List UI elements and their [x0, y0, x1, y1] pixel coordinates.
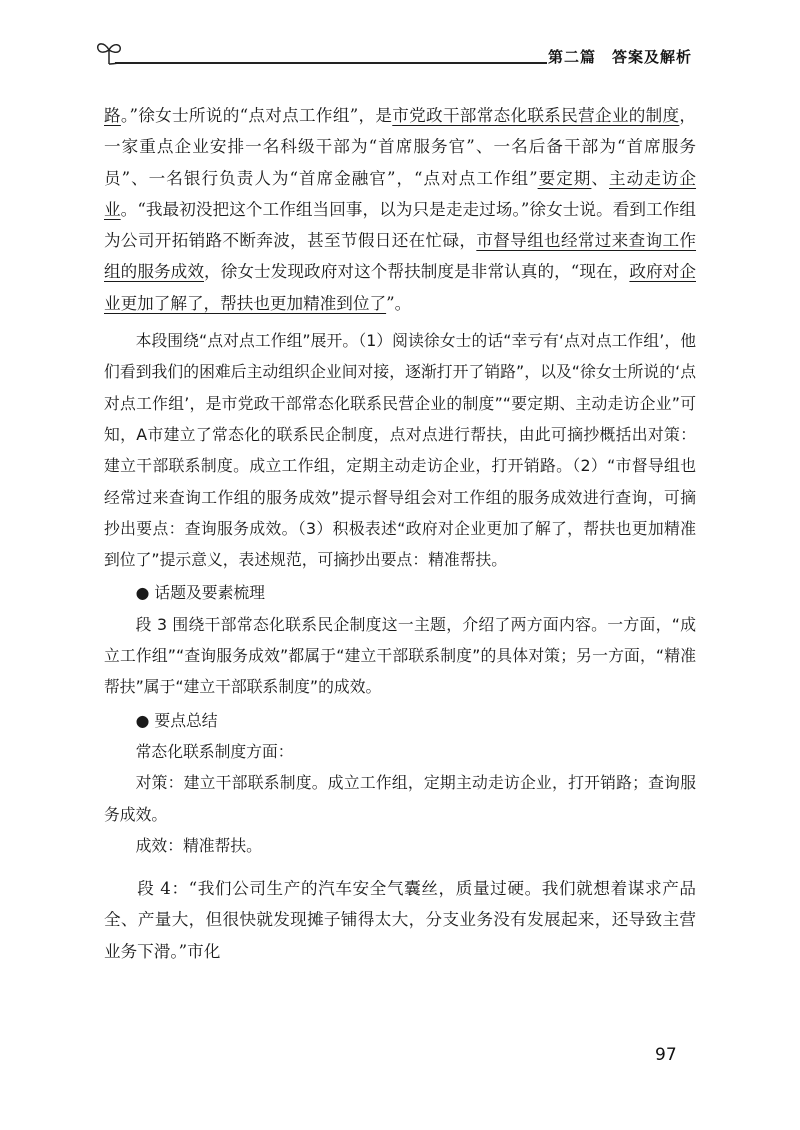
passage-text: 。”徐女士所说的“点对点工作组”，是	[120, 106, 393, 125]
topic-paragraph: 段 3 围绕干部常态化联系民企制度这一主题，介绍了两方面内容。一方面，“成立工作组”“查询服务成效”都属于“建立干部联系制度”的具体对策；另一方面，“精准帮扶”属于“建立干部联系制度”的成效。	[104, 614, 696, 697]
page-header	[95, 38, 700, 74]
page-body	[104, 100, 696, 967]
underlined-text: 主动走访企业	[104, 168, 697, 219]
analysis-paragraph: 本段围绕“点对点工作组”展开。（1）阅读徐女士的话“幸亏有‘点对点工作组’，他们看到我们的困难后主动组织企业间对接，逐渐打开了销路”，以及“徐女士所说的‘点对点工作组’，是市党政干部常态化联系民营企业的制度”“要定期、主动走访企业”可知，A市建立了常态化的联系民企制度，点对点进行帮扶，由此可摘抄概括出对策：建立干部联系制度。成立工作组，定期主动走访企业，打开销路。（2）“市督导组也经常过来查询工作组的服务成效”提示督导组会对工作组的服务成效进行查询，可摘抄出要点：查询服务成效。（3）积极表述“政府对企业更加了解了，帮扶也更加精准到位了”提示意义，表述规范，可摘抄出要点：精准帮扶。	[104, 331, 696, 570]
summary-heading: 常态化联系制度方面：	[135, 741, 294, 761]
passage-text: 。“我最初没把这个工作组当回事，以为只是走走过场。”徐女士说。看到工作组为公司开拓销路不断奔波，甚至节假日还在忙碌，	[104, 199, 696, 251]
chapter-title: 第二篇 答案及解析	[547, 48, 692, 66]
sprout-icon	[95, 38, 125, 68]
passage-paragraph-3	[104, 100, 696, 319]
summary-measures: 对策：建立干部联系制度。成立工作组，定期主动走访企业，打开销路；查询服务成效。	[104, 773, 696, 824]
underlined-text: 路	[104, 106, 121, 125]
underlined-text: 要定期	[537, 168, 592, 188]
header-rule	[115, 62, 547, 64]
passage-text: ”。	[386, 293, 412, 313]
page-number: 97	[655, 1045, 677, 1065]
underlined-text: 市党政干部常态化联系民营企业的制度	[392, 106, 680, 125]
passage-paragraph-4: 段 4：“我们公司生产的汽车安全气囊丝，质量过硬。我们就想着谋求产品全、产量大，但很快就发现摊子铺得太大，分支业务没有发展起来，还导致主营业务下滑。”市化	[104, 879, 696, 961]
underlined-text: 政府对企业更加了解了，帮扶也更加精准到位了	[104, 262, 696, 313]
underlined-text: 市督导组也经常过来查询工作组的服务成效	[104, 231, 697, 282]
summary-effect: 成效：精准帮扶。	[135, 835, 262, 855]
section-heading-summary: ● 要点总结	[135, 710, 218, 730]
passage-text: 、	[591, 168, 610, 188]
passage-text: ，一家重点企业安排一名科级干部为“首席服务官”、一名后备干部为“首席服务员”、一名银行负责人为“首席金融官”，“点对点工作组”	[104, 106, 696, 188]
passage-text: ，徐女士发现政府对这个帮扶制度是非常认真的，“现在，	[204, 262, 630, 282]
section-heading-topic: ● 话题及要素梳理	[135, 583, 265, 603]
